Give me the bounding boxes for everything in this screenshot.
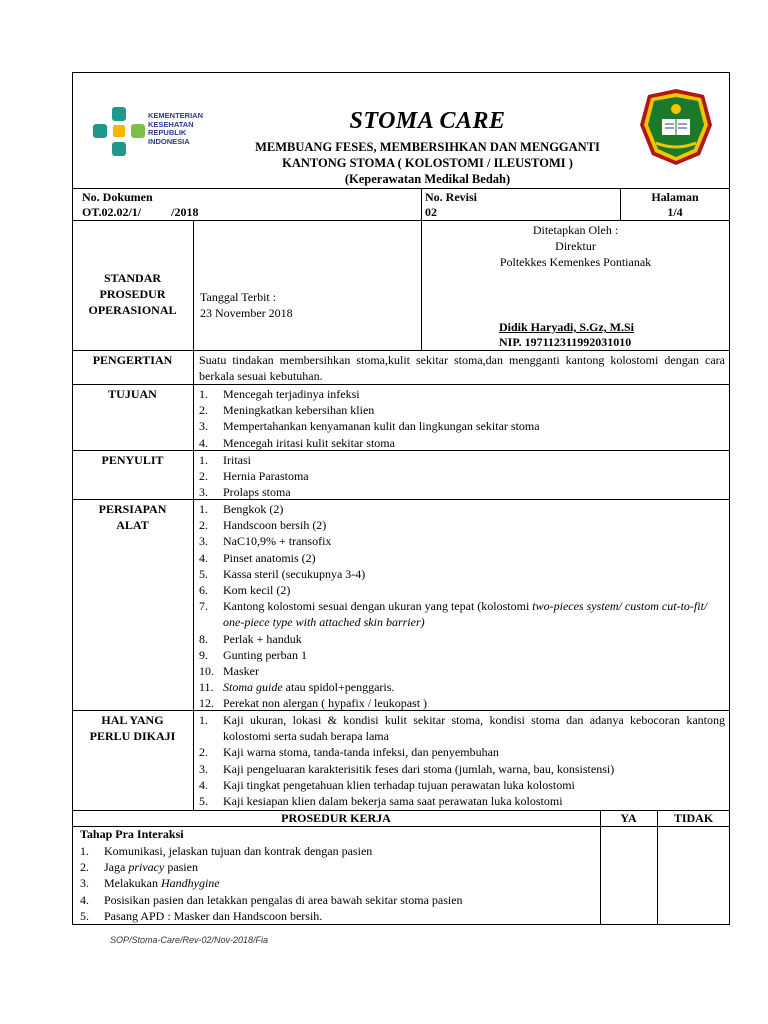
list-item: 1. Iritasi [199, 453, 251, 467]
pengertian-label: PENGERTIAN [92, 353, 173, 367]
ya-header: YA [620, 811, 637, 825]
no-revisi-value: 02 [425, 205, 437, 219]
list-item: 3. Mempertahankan kenyamanan kulit dan lingkungan sekitar stoma [199, 419, 540, 434]
document-title: STOMA CARE [349, 108, 506, 134]
tidak-header: TIDAK [673, 811, 714, 825]
ditetapkan-block: Ditetapkan Oleh : Direktur Poltekkes Kemenkes Pontianak [499, 223, 652, 269]
subtitle-line-2: KANTONG STOMA ( KOLOSTOMI / ILEUSTOMI ) [282, 156, 573, 170]
list-item: 4. Pinset anatomis (2) [199, 550, 316, 565]
list-item: 3. Kaji pengeluaran karakterisitik feses dari stoma (jumlah, warna, bau, konsistensi) [199, 761, 615, 776]
hal-yang-list [199, 712, 725, 809]
tujuan-list [199, 386, 725, 451]
list-item: 4. Kaji tingkat pengetahuan klien terhadap tujuan perawatan luka kolostomi [199, 777, 575, 792]
pengertian-text: Suatu tindakan membersihkan stoma,kulit sekitar stoma,dan mengganti kantong kolostomi dengan cara berkala sesuai kebutuhan. [199, 353, 725, 383]
list-item: 4. Posisikan pasien dan letakkan pengalas di area bawah sekitar stoma pasien [80, 892, 463, 907]
penyulit-label: PENYULIT [101, 453, 164, 467]
no-dokumen-label: No. Dokumen [82, 190, 153, 204]
list-item: 3. Prolaps stoma [199, 485, 291, 500]
list-item: 5. Pasang APD : Masker dan Handscoon bersih. [80, 908, 323, 923]
list-item: 4. Mencegah iritasi kulit sekitar stoma [199, 435, 395, 450]
no-revisi-label: No. Revisi [425, 190, 477, 204]
list-item: 9. Gunting perban 1 [199, 647, 307, 662]
tujuan-label: TUJUAN [108, 387, 157, 401]
signatory-nip: NIP. 197112311992031010 [499, 335, 632, 349]
ministry-logo-icon [90, 104, 150, 160]
list-item: 2. Hernia Parastoma [199, 469, 309, 484]
list-item: 6. Kom kecil (2) [199, 583, 291, 598]
list-item: 1. Mencegah terjadinya infeksi [199, 387, 360, 401]
list-item: 5. Kaji kesiapan klien dalam bekerja sama saat perawatan luka kolostomi [199, 794, 563, 809]
list-item: 2. Handscoon bersih (2) [199, 518, 327, 533]
subtitle-line-3: (Keperawatan Medikal Bedah) [344, 172, 511, 186]
list-item: 11. Stoma guide atau spidol+penggaris. [199, 680, 395, 695]
list-item: 1. Komunikasi, jelaskan tujuan dan kontrak dengan pasien [80, 844, 373, 858]
hal-yang-label: HAL YANG PERLU DIKAJI [89, 713, 176, 743]
list-item: 5. Kassa steril (secukupnya 3-4) [199, 566, 366, 581]
halaman-label: Halaman [651, 190, 699, 204]
list-item: 8. Perlak + handuk [199, 631, 302, 646]
list-item: 3. NaC10,9% + transofix [199, 534, 332, 549]
persiapan-label: PERSIAPAN ALAT [98, 502, 167, 532]
prosedur-list [80, 843, 595, 924]
list-item: 2. Kaji warna stoma, tanda-tanda infeksi, dan penyembuhan [199, 745, 499, 760]
persiapan-list [199, 501, 725, 712]
list-item: 2. Meningkatkan kebersihan klien [199, 403, 375, 418]
list-item: 12. Perekat non alergan ( hypafix / leukopast ) [199, 696, 428, 711]
subtitle-line-1: MEMBUANG FESES, MEMBERSIHKAN DAN MENGGANTI [255, 140, 600, 154]
footer-code: SOP/Stoma-Care/Rev-02/Nov-2018/Fia [110, 935, 269, 945]
tahap-pra-interaksi: Tahap Pra Interaksi [80, 827, 184, 841]
list-item: 3. Melakukan Handhygine [80, 876, 220, 891]
list-item: 1. Bengkok (2) [199, 502, 284, 516]
tanggal-terbit: Tanggal Terbit : 23 November 2018 [200, 290, 293, 320]
ministry-logo-text: KEMENTERIAN KESEHATAN REPUBLIK INDONESIA [148, 111, 204, 146]
signatory-name: Didik Haryadi, S.Gz, M.Si [499, 320, 635, 334]
no-dokumen-value: OT.02.02/1/ /2018 [82, 205, 199, 219]
ministry-logo [90, 104, 150, 165]
list-item: 1. Kaji ukuran, lokasi & kondisi kulit sekitar stoma, kondisi stoma dan adanya kebocoran kantong kolostomi serta sudah berapa lama [199, 713, 725, 744]
list-item: 7. Kantong kolostomi sesuai dengan ukuran yang tepat (kolostomi two-pieces system/ custom cut-to-fit/ one-piece type with attached skin barrier) [199, 599, 708, 630]
prosedur-header: PROSEDUR KERJA [281, 811, 391, 825]
sop-label: STANDAR PROSEDUR OPERASIONAL [88, 271, 177, 317]
penyulit-list [199, 452, 725, 501]
halaman-value: 1/4 [667, 205, 683, 219]
list-item: 2. Jaga privacy pasien [80, 860, 198, 875]
list-item: 10. Masker [199, 664, 259, 679]
